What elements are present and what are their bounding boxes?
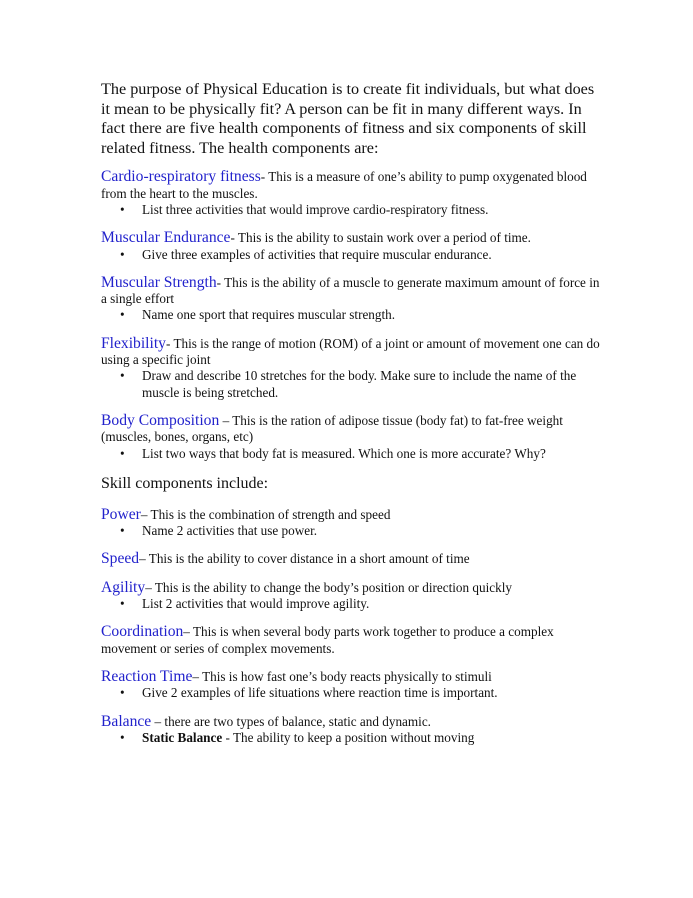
bullet-text: List two ways that body fat is measured. Which one is more accurate? Why? — [142, 445, 546, 461]
definition-text: This is the range of motion (ROM) of a joint or amount of movement one can do using a specific joint — [101, 335, 600, 368]
bullet-list — [101, 247, 601, 263]
bullet-list — [101, 596, 601, 612]
component-definition — [101, 413, 601, 446]
term-separator: – — [219, 412, 233, 428]
bullet-list — [101, 446, 601, 462]
bullet-text: Draw and describe 10 stretches for the body. Make sure to include the name of the muscle is being stretched. — [142, 368, 577, 400]
bullet-list — [101, 730, 601, 746]
bullet-item — [101, 685, 601, 701]
term-separator: - — [216, 274, 225, 290]
document-page — [101, 80, 601, 758]
component-term: Cardio-respiratory fitness — [101, 168, 261, 186]
component-term: Power — [101, 505, 141, 523]
component-definition — [101, 169, 601, 202]
bullet-list — [101, 307, 601, 323]
static-balance-text: - The ability to keep a position without moving — [222, 729, 475, 745]
component-term: Body Composition — [101, 411, 220, 429]
component-definition — [101, 275, 601, 308]
component-section — [101, 413, 601, 462]
component-definition — [101, 230, 601, 246]
definition-text: there are two types of balance, static and dynamic. — [164, 713, 431, 729]
bullet-icon: • — [120, 685, 125, 701]
component-section — [101, 551, 601, 567]
component-section — [101, 580, 601, 613]
bullet-item — [101, 307, 601, 323]
bullet-item — [101, 368, 601, 401]
bullet-icon: • — [120, 445, 125, 461]
bullet-item-static-balance — [101, 730, 601, 746]
bullet-text: Give 2 examples of life situations where reaction time is important. — [142, 685, 498, 701]
static-balance-label: Static Balance — [142, 729, 223, 745]
bullet-list — [101, 685, 601, 701]
component-definition — [101, 336, 601, 369]
term-separator: - — [165, 335, 174, 351]
term-separator: – — [145, 579, 155, 595]
term-separator: - — [230, 230, 238, 246]
component-definition — [101, 624, 601, 657]
health-components — [101, 169, 601, 461]
term-separator: – — [139, 551, 149, 567]
component-section — [101, 507, 601, 540]
definition-text: This is the ability to change the body’s position or direction quickly — [154, 579, 512, 595]
definition-text: This is the ability to sustain work over a period of time. — [237, 230, 531, 246]
component-section — [101, 624, 601, 657]
bullet-icon: • — [120, 368, 125, 384]
bullet-item — [101, 596, 601, 612]
bullet-text: Give three examples of activities that require muscular endurance. — [142, 246, 492, 262]
component-term: Speed — [101, 550, 140, 568]
component-section — [101, 275, 601, 324]
component-section — [101, 714, 601, 747]
component-term: Reaction Time — [101, 667, 193, 685]
component-term: Agility — [101, 578, 146, 596]
component-section — [101, 230, 601, 263]
component-definition — [101, 580, 601, 596]
bullet-icon: • — [120, 596, 125, 612]
bullet-icon: • — [120, 729, 125, 745]
bullet-item — [101, 247, 601, 263]
bullet-text: List three activities that would improve cardio-respiratory fitness. — [142, 201, 489, 217]
bullet-list — [101, 523, 601, 539]
term-separator: – — [151, 713, 165, 729]
component-definition — [101, 669, 601, 685]
definition-text: This is a measure of one’s ability to pump oxygenated blood from the heart to the muscles. — [101, 169, 587, 201]
definition-text: This is the ability to cover distance in a short amount of time — [148, 551, 470, 567]
term-separator: – — [192, 668, 203, 684]
component-term: Muscular Endurance — [101, 229, 231, 247]
bullet-text: Name one sport that requires muscular strength. — [142, 307, 396, 323]
definition-text: This is the ability of a muscle to generate maximum amount of force in a single effort — [101, 274, 600, 307]
bullet-icon: • — [120, 523, 125, 539]
component-term: Coordination — [101, 623, 184, 641]
bullet-item — [101, 202, 601, 218]
bullet-list — [101, 202, 601, 218]
bullet-item — [101, 446, 601, 462]
intro-paragraph: The purpose of Physical Education is to create fit individuals, but what does it mean to be physically fit? A person can be fit in many different ways. In fact there are five health components of fitness and six components of skill related fitness. The health components are: — [101, 80, 595, 157]
component-term: Muscular Strength — [101, 273, 217, 291]
skill-heading: Skill components include: — [101, 474, 269, 492]
bullet-icon: • — [120, 307, 125, 323]
component-section — [101, 336, 601, 401]
definition-text: This is how fast one’s body reacts physically to stimuli — [202, 668, 492, 684]
bullet-icon: • — [120, 201, 125, 217]
component-definition — [101, 551, 601, 567]
component-definition — [101, 507, 601, 523]
term-separator: – — [140, 506, 151, 522]
term-separator: – — [183, 624, 193, 640]
bullet-icon: • — [120, 246, 125, 262]
component-definition — [101, 714, 601, 730]
definition-text: This is the ration of adipose tissue (body fat) to fat-free weight (muscles, bones, organs, etc) — [101, 412, 563, 445]
component-term: Balance — [101, 712, 152, 730]
skill-components — [101, 507, 601, 746]
component-section — [101, 669, 601, 702]
term-separator: - — [260, 169, 269, 185]
definition-text: This is the combination of strength and speed — [150, 506, 391, 522]
component-term: Flexibility — [101, 334, 166, 352]
definition-text: This is when several body parts work together to produce a complex movement or series of complex movements. — [101, 624, 554, 656]
bullet-item — [101, 523, 601, 539]
bullet-list — [101, 368, 601, 401]
bullet-text: Name 2 activities that use power. — [142, 523, 318, 539]
component-section — [101, 169, 601, 218]
bullet-text: List 2 activities that would improve agility. — [142, 596, 370, 612]
